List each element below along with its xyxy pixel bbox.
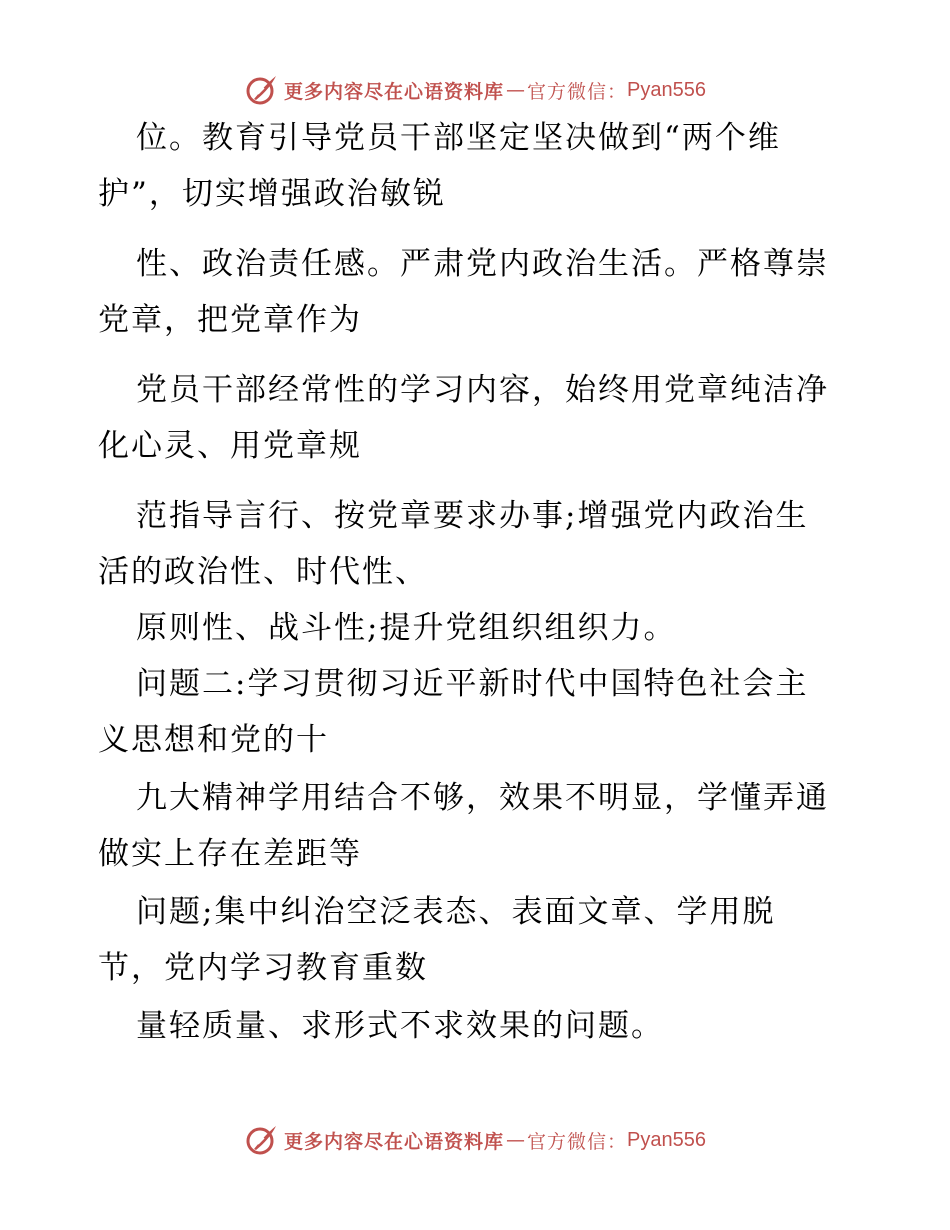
body-line: 节，党内学习教育重数 <box>98 950 428 986</box>
body-line: 化心灵、用党章规 <box>98 428 362 464</box>
header-wechat-label: 官方微信： <box>527 80 628 103</box>
footer-wechat-id: Pyan556 <box>627 1128 706 1151</box>
footer-brand-text: 更多内容尽在心语资料库 <box>284 1130 505 1153</box>
body-line: 党员干部经常性的学习内容，始终用党章纯洁净 <box>136 372 829 408</box>
body-line: 量轻质量、求形式不求效果的问题。 <box>136 1008 664 1044</box>
body-line: 党章，把党章作为 <box>98 302 362 338</box>
header-wechat-id: Pyan556 <box>627 78 706 101</box>
body-line: 原则性、战斗性;提升党组织组织力。 <box>136 610 677 646</box>
body-line: 问题二:学习贯彻习近平新时代中国特色社会主 <box>136 666 809 702</box>
body-line: 九大精神学用结合不够，效果不明显，学懂弄通 <box>136 780 829 816</box>
body-line: 位。教育引导党员干部坚定坚决做到“两个维 <box>136 120 781 156</box>
header-brand-text: 更多内容尽在心语资料库 <box>284 80 505 103</box>
header-separator: — <box>506 79 526 101</box>
body-line: 范指导言行、按党章要求办事;增强党内政治生 <box>136 498 809 534</box>
body-line: 问题;集中纠治空泛表态、表面文章、学用脱 <box>136 894 776 930</box>
footer-banner <box>0 1120 950 1160</box>
body-line: 义思想和党的十 <box>98 722 329 758</box>
footer-wechat-label: 官方微信： <box>527 1130 628 1153</box>
header-banner <box>0 70 950 110</box>
body-line: 做实上存在差距等 <box>98 836 362 872</box>
body-line: 活的政治性、时代性、 <box>98 554 428 590</box>
footer-separator: — <box>506 1129 526 1151</box>
quill-logo-icon <box>244 1122 280 1158</box>
body-line: 性、政治责任感。严肃党内政治生活。严格尊崇 <box>136 246 829 282</box>
quill-logo-icon <box>244 72 280 108</box>
body-line: 护”，切实增强政治敏锐 <box>98 176 446 212</box>
